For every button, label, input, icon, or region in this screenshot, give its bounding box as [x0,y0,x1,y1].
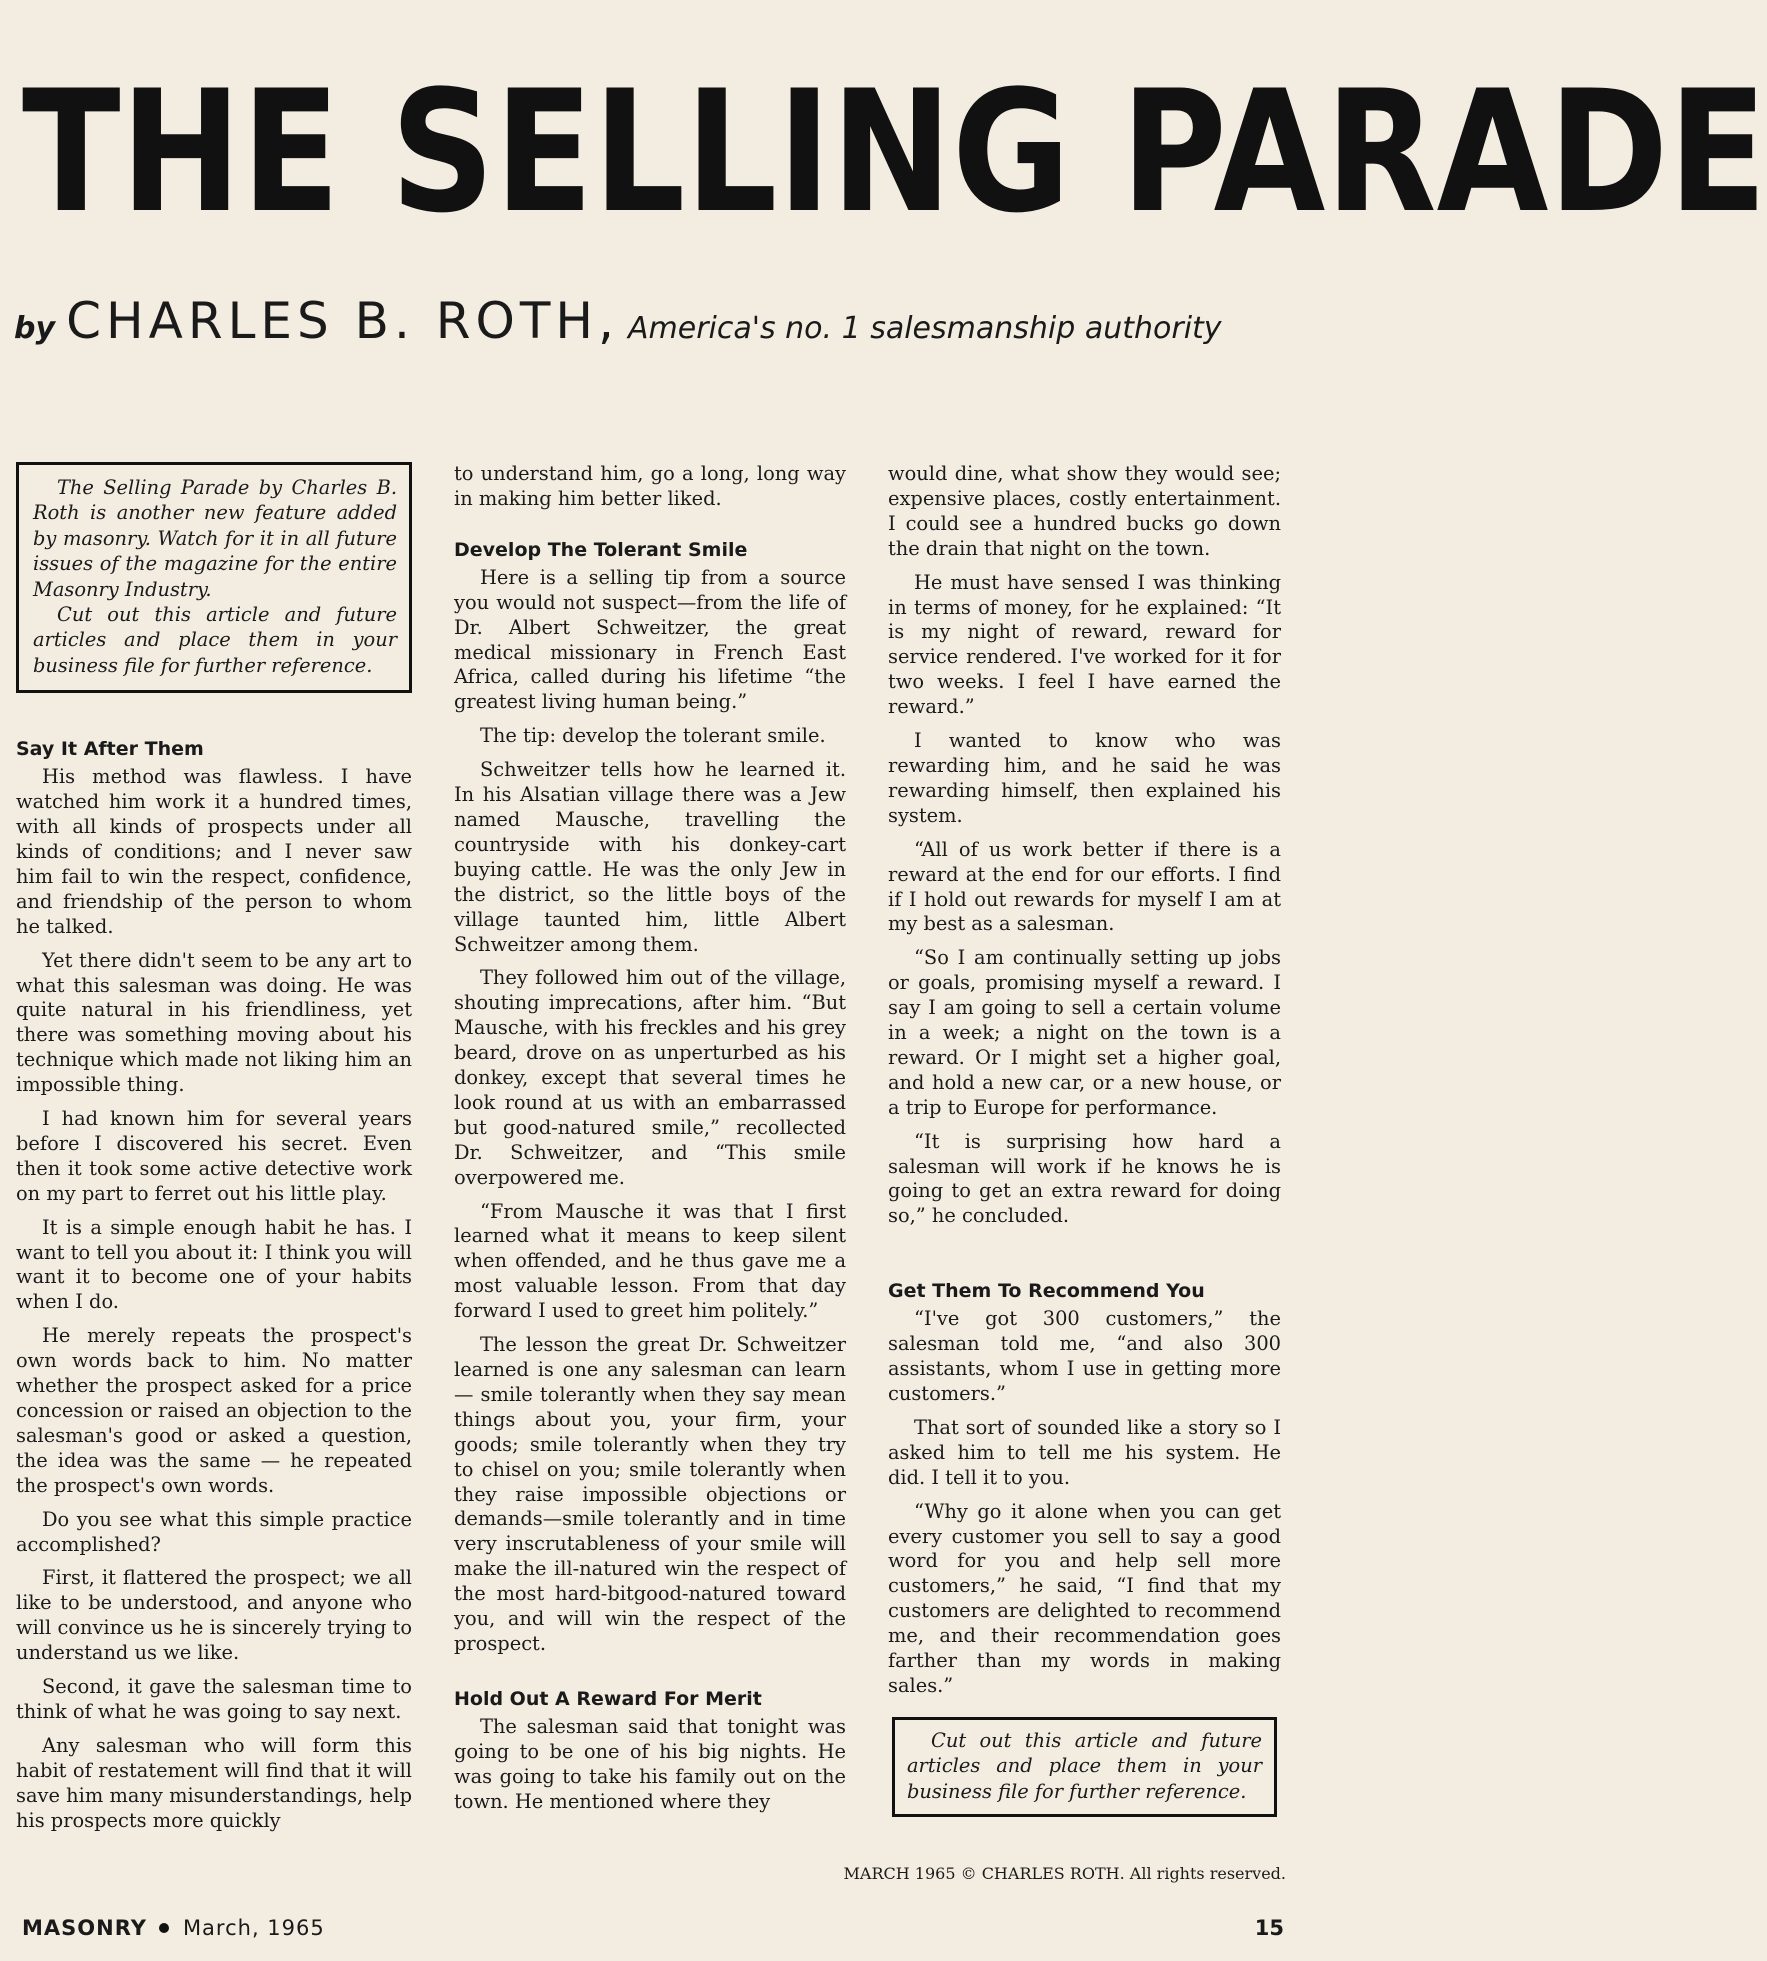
body-paragraph: He merely repeats the prospect's own words back to him. No matter whether the prospect asked for a price concession or raised an objection to the salesman's good or asked a question, the idea was the same — he repeated the prospect's own words. [16,1324,412,1497]
issue-date: March, 1965 [182,1916,325,1940]
body-paragraph: Here is a selling tip from a source you would not suspect—from the life of Dr. Albert Schweitzer, the great medical missionary in French East Africa, called during his lifetime “the greatest living human being.” [454,565,846,714]
body-paragraph: “All of us work better if there is a reward at the end for our efforts. I find if I hold out rewards for myself I am at my best as a salesman. [888,837,1281,936]
body-paragraph: First, it flattered the prospect; we all like to be understood, and anyone who will convince us he is sincerely trying to understand us we like. [16,1566,412,1665]
continuation-paragraph: would dine, what show they would see; expensive places, costly entertainment. I could see a hundred bucks go down the drain that night on the town. [888,462,1281,560]
bullet-icon [159,1923,169,1933]
body-paragraph: His method was flawless. I have watched him work it a hundred times, with all kinds of prospects under all kinds of conditions; and I never saw him fail to win the respect, confidence, and friendship of the person to whom he talked. [16,765,412,938]
body-paragraph: I had known him for several years before I discovered his secret. Even then it took some active detective work on my part to ferret out his little play. [16,1107,412,1205]
column-3 [888,462,1281,1817]
body-paragraph: Any salesman who will form this habit of restatement will find that it will save him many misunderstandings, help his prospects more quickly [16,1733,412,1832]
section-heading: Get Them To Recommend You [888,1280,1205,1303]
body-paragraph: “From Mausche it was that I first learned what it means to keep silent when offended, and he thus gave me a most valuable lesson. From that day forward I used to greet him politely.” [454,1199,846,1323]
closing-note-text: Cut out this article and future articles and place them in your business file for further reference. [907,1728,1262,1803]
body-paragraph: The tip: develop the tolerant smile. [480,724,826,748]
body-paragraph: Yet there didn't seem to be any art to what this salesman was doing. He was quite natural in his friendliness, yet there was something moving about his technique which made not liking him an impossible thing. [16,948,412,1097]
masthead-title: THE SELLING PARADE [22,54,1767,250]
intro-note-paragraph: Cut out this article and future articles and place them in your business file for further reference. [33,603,397,677]
page-footer [22,1916,1284,1946]
continuation-paragraph: to understand him, go a long, long way in making him better liked. [454,462,846,510]
publication-name: MASONRY [22,1916,147,1940]
section-heading: Hold Out A Reward For Merit [454,1687,762,1710]
body-paragraph: “Why go it alone when you can get every customer you sell to say a good word for you and help sell more customers,” he said, “I find that my customers are delighted to recommend me, and their recommendation goes farther than my words in making sales.” [888,1499,1281,1697]
body-paragraph: The lesson the great Dr. Schweitzer learned is one any salesman can learn — smile tolerantly when they say mean things about you, your firm, your goods; smile tolerantly when they try to chisel on you; smile tolerantly when they raise impossible objections or demands—smile tolerantly and in time very inscrutableness of your smile will make the ill-natured win the respect of the most hard-bitgood-natured toward you, and will win the respect of the prospect. [454,1333,846,1655]
byline-by: by [14,311,56,346]
body-paragraph: “So I am continually setting up jobs or goals, promising myself a reward. I say I am going to sell a certain volume in a week; a night on the town is a reward. Or I might set a higher goal, and hold a new car, or a new house, or a trip to Europe for performance. [888,946,1281,1119]
body-paragraph: “It is surprising how hard a salesman will work if he knows he is going to get an extra reward for doing so,” he concluded. [888,1129,1281,1228]
body-paragraph: It is a simple enough habit he has. I want to tell you about it: I think you will want it to become one of your habits when I do. [16,1215,412,1314]
column-2 [454,462,846,1824]
body-paragraph: The salesman said that tonight was going to be one of his big nights. He was going to take his family out on the town. He mentioned where they [454,1714,846,1813]
body-paragraph: I wanted to know who was rewarding him, and he said he was rewarding himself, then explained his system. [888,729,1281,827]
intro-note-paragraph: The Selling Parade by Charles B. Roth is another new feature added by masonry. Watch for it in all future issues of the magazine for the entire Masonry Industry. [33,476,397,601]
body-paragraph: Second, it gave the salesman time to think of what he was going to say next. [16,1675,412,1723]
intro-note-box [16,462,412,693]
body-paragraph: “I've got 300 customers,” the salesman told me, “and also 300 assistants, whom I use in getting more customers.” [888,1307,1281,1405]
byline-tagline: America's no. 1 salesmanship authority [627,311,1222,346]
body-paragraph: Schweitzer tells how he learned it. In his Alsatian village there was a Jew named Mausche, travelling the countryside with his donkey-cart buying cattle. He was the only Jew in the district, so the little boys of the village taunted him, little Albert Schweitzer among them. [454,758,846,956]
byline [14,292,1334,350]
body-paragraph: He must have sensed I was thinking in terms of money, for he explained: “It is my night of reward, reward for service rendered. I've worked for it for two weeks. I feel I have earned the reward.” [888,570,1281,719]
section-heading: Say It After Them [16,738,204,761]
page-number: 15 [1254,1916,1284,1940]
closing-note-box [892,1717,1277,1817]
body-paragraph: Do you see what this simple practice accomplished? [16,1507,412,1556]
copyright-notice: MARCH 1965 © CHARLES ROTH. All rights reserved. [843,1864,1286,1883]
body-paragraph: That sort of sounded like a story so I asked him to tell me his system. He did. I tell it to you. [888,1415,1281,1489]
column-1 [16,462,412,1834]
body-paragraph: They followed him out of the village, shouting imprecations, after him. “But Mausche, with his freckles and his grey beard, drove on as unperturbed as his donkey, except that several times he look round at us with an embarrassed but good-natured smile,” recollected Dr. Schweitzer, and “This smile overpowered me. [454,966,846,1189]
section-heading: Develop The Tolerant Smile [454,538,748,561]
byline-author: CHARLES B. ROTH, [66,292,619,350]
